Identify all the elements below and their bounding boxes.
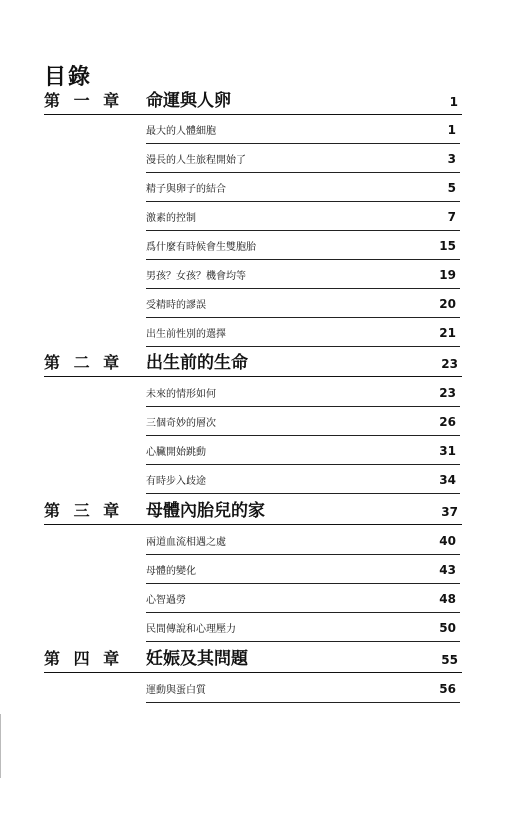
toc-entry <box>146 259 460 289</box>
chapter-label: 第 一 章 <box>44 91 124 110</box>
entry-title: 激素的控制 <box>146 213 196 224</box>
entry-title: 運動與蛋白質 <box>146 685 206 696</box>
toc-entry <box>146 406 460 436</box>
entry-title: 三個奇妙的層次 <box>146 418 216 429</box>
toc-entry <box>146 230 460 260</box>
entry-page-number: 34 <box>439 473 456 487</box>
toc-entry <box>146 525 460 555</box>
chapter-page-number: 37 <box>441 505 458 519</box>
chapter-2-heading <box>44 348 462 377</box>
chapter-label: 第 二 章 <box>44 353 124 372</box>
toc-entry <box>146 554 460 584</box>
scan-edge-line <box>0 714 1 778</box>
chapter-title: 命運與人卵 <box>146 91 231 111</box>
toc-entry <box>146 377 460 407</box>
entry-page-number: 43 <box>439 563 456 577</box>
toc-entry <box>146 317 460 347</box>
toc-entry <box>146 673 460 703</box>
entry-title: 民間傳說和心理壓力 <box>146 624 236 635</box>
entry-page-number: 3 <box>447 152 456 166</box>
entry-title: 有時步入歧途 <box>146 476 206 487</box>
entry-title: 最大的人體細胞 <box>146 126 216 137</box>
entry-page-number: 31 <box>439 444 456 458</box>
chapter-3-heading <box>44 496 462 525</box>
chapter-title: 出生前的生命 <box>146 353 248 373</box>
entry-title: 母體的變化 <box>146 566 196 577</box>
entry-title: 精子與卵子的結合 <box>146 184 226 195</box>
entry-page-number: 23 <box>439 386 456 400</box>
entry-page-number: 26 <box>439 415 456 429</box>
entry-title: 心智過勞 <box>146 595 186 606</box>
entry-title: 男孩？女孩？機會均等 <box>146 271 246 282</box>
chapter-page-number: 23 <box>441 357 458 371</box>
toc-entry <box>146 201 460 231</box>
entry-title: 出生前性別的選擇 <box>146 329 226 340</box>
entry-title: 未來的情形如何 <box>146 389 216 400</box>
chapter-page-number: 1 <box>449 95 458 109</box>
entry-page-number: 56 <box>439 682 456 696</box>
toc-entry <box>146 172 460 202</box>
entry-page-number: 50 <box>439 621 456 635</box>
toc-entry <box>146 288 460 318</box>
chapter-page-number: 55 <box>441 653 458 667</box>
entry-page-number: 5 <box>447 181 456 195</box>
toc-entry <box>146 464 460 494</box>
entry-page-number: 15 <box>439 239 456 253</box>
chapter-label: 第 三 章 <box>44 501 124 520</box>
entry-page-number: 19 <box>439 268 456 282</box>
entry-page-number: 40 <box>439 534 456 548</box>
chapter-title: 母體內胎兒的家 <box>146 501 265 521</box>
toc-entry <box>146 583 460 613</box>
entry-title: 爲什麼有時候會生雙胞胎 <box>146 242 256 253</box>
toc-entry <box>146 114 460 144</box>
entry-page-number: 21 <box>439 326 456 340</box>
entry-title: 兩道血流相遇之處 <box>146 537 226 548</box>
entry-title: 漫長的人生旅程開始了 <box>146 155 246 166</box>
chapter-4-heading <box>44 644 462 673</box>
entry-title: 受精時的謬誤 <box>146 300 206 311</box>
entry-page-number: 48 <box>439 592 456 606</box>
chapter-1-heading <box>44 86 462 115</box>
toc-entry <box>146 612 460 642</box>
chapter-title: 妊娠及其問題 <box>146 649 248 669</box>
entry-page-number: 7 <box>447 210 456 224</box>
toc-entry <box>146 143 460 173</box>
toc-heading: 目錄 <box>44 65 93 90</box>
entry-page-number: 20 <box>439 297 456 311</box>
toc-entry <box>146 435 460 465</box>
entry-page-number: 1 <box>447 123 456 137</box>
chapter-label: 第 四 章 <box>44 649 124 668</box>
entry-title: 心臟開始跳動 <box>146 447 206 458</box>
